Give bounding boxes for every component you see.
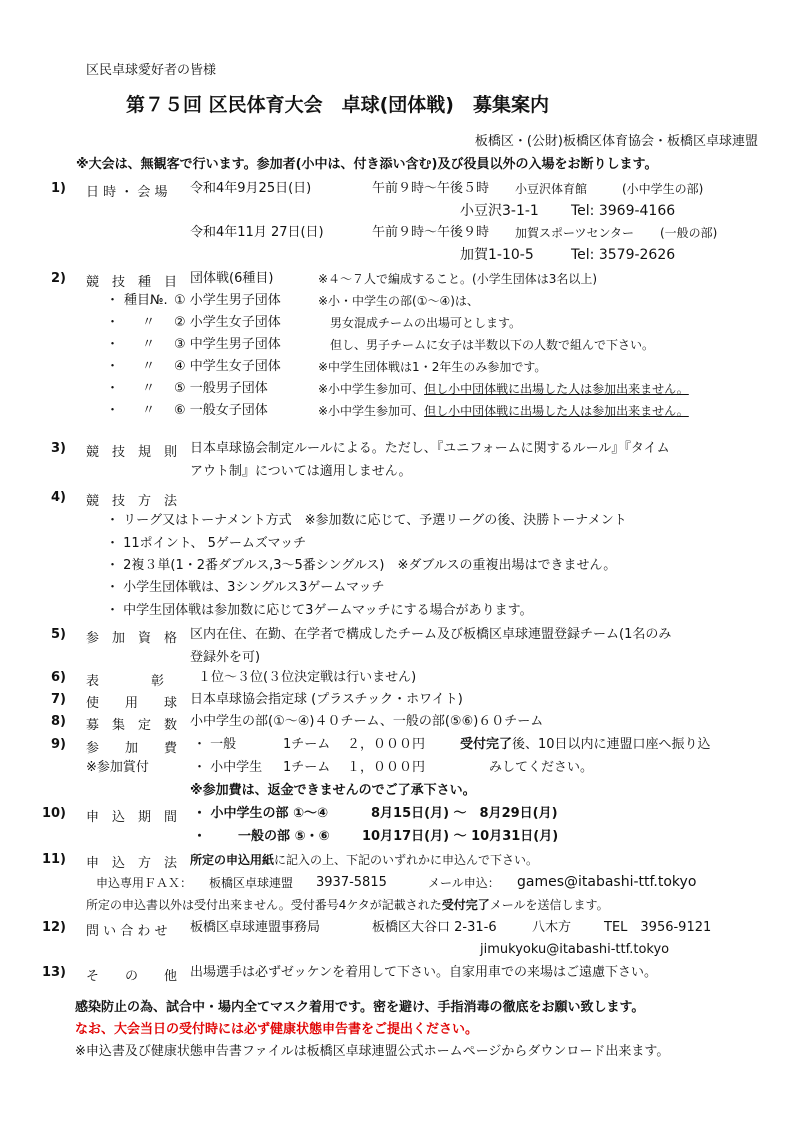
section-8-label: 募 集 定 数 — [86, 718, 178, 733]
address-1: 小豆沢3-1-1 — [460, 203, 539, 219]
contact-email[interactable]: jimukyoku@itabashi-ttf.tokyo — [480, 942, 670, 957]
apply-email[interactable]: games@itabashi-ttf.tokyo — [517, 874, 697, 890]
organizer: 板橋区・(公財)板橋区体育協会・板橋区卓球連盟 — [474, 134, 758, 149]
list-item — [0, 381, 794, 403]
event-name: ⑥ 一般女子団体 — [174, 403, 268, 418]
method-item: ・ 小学生団体戦は、3シングルス3ゲームマッチ — [106, 580, 385, 595]
section-13-number: 13) — [41, 965, 66, 980]
section-11-label: 申 込 方 法 — [86, 856, 178, 871]
apply-note: 所定の申込書以外は受付出来ません。受付番号4ケタが記載された受付完了メールを送信します。 — [86, 898, 609, 912]
event-mark: 〃 — [142, 381, 156, 396]
section-7-label: 使 用 球 — [86, 696, 178, 711]
section-7-number: 7) — [51, 692, 66, 707]
eligibility-line-1: 区内在住、在勤、在学者で構成したチーム及び板橋区卓球連盟登録チーム(1名のみ — [190, 627, 672, 642]
period-general-bullet: ・ — [193, 829, 207, 844]
footer-download-notice: ※申込書及び健康状態申告書ファイルは板橋区卓球連盟公式ホームページからダウンロード出来ます。 — [75, 1044, 670, 1059]
section-6-label: 表 彰 — [86, 674, 165, 689]
section-8-number: 8) — [51, 714, 66, 729]
section-2-number: 2) — [51, 271, 66, 286]
period-junior-dates: 8月15日(月) ～ 8月29日(月) — [371, 806, 558, 821]
section-1-label: 日 時 ・ 会 場 — [86, 185, 168, 200]
section-12-label: 問 い 合 わ せ — [86, 924, 168, 939]
fee-general-unit: 1チーム — [283, 737, 331, 752]
venue-1-note: (小中学生の部) — [622, 182, 704, 196]
method-item: ・ 2複３単(1・2番ダブルス,3～5番シングルス) ※ダブルスの重複出場はできません。 — [106, 558, 617, 573]
event-type: 団体戦(6種目) — [190, 271, 274, 286]
event-note: ※小・中学生の部(①～④)は、 — [318, 294, 479, 308]
event-name: ① 小学生男子団体 — [174, 293, 281, 308]
fee-junior-unit: 1チーム — [283, 760, 331, 775]
bullet: ・ — [106, 337, 120, 352]
footer-infection-notice: 感染防止の為、試合中・場内全てマスク着用です。密を避け、手指消毒の徹底をお願い致します。 — [75, 1000, 645, 1015]
contact-person: 八木方 — [532, 920, 572, 935]
section-13-label: そ の 他 — [86, 969, 178, 984]
event-name: ③ 中学生男子団体 — [174, 337, 281, 352]
section-6-number: 6) — [51, 670, 66, 685]
other-text: 出場選手は必ずゼッケンを着用して下さい。自家用車での来場はご遠慮下さい。 — [190, 965, 657, 980]
section-3-label: 競 技 規 則 — [86, 445, 178, 460]
method-item: ・ 11ポイント、 5ゲームズマッチ — [106, 536, 307, 551]
date-2: 令和4年11月 27日(日) — [190, 225, 324, 240]
fee-junior-amount: １，０００円 — [347, 760, 426, 775]
time-2: 午前９時～午後９時 — [372, 225, 490, 240]
apply-method: 所定の申込用紙に記入の上、下記のいずれかに申込んで下さい。 — [190, 853, 539, 867]
method-item: ・ リーグ又はトーナメント方式 ※参加数に応じて、予選リーグの後、決勝トーナメント — [106, 513, 627, 528]
event-note: ※小中学生参加可、但し小中団体戦に出場した人は参加出来ません。 — [318, 382, 689, 396]
venue-1: 小豆沢体育館 — [515, 182, 588, 196]
ball-text: 日本卓球協会指定球 (プラスチック・ホワイト) — [190, 692, 463, 707]
section-4-number: 4) — [51, 490, 66, 505]
eligibility-line-2: 登録外を可) — [190, 650, 261, 665]
event-note: ※小中学生参加可、但し小中団体戦に出場した人は参加出来ません。 — [318, 404, 689, 418]
period-general-dates: 10月17日(月) ～ 10月31日(月) — [362, 829, 559, 844]
event-name: ④ 中学生女子団体 — [174, 359, 281, 374]
notice: ※大会は、無観客で行います。参加者(小中は、付き添い含む)及び役員以外の入場をお断りします。 — [76, 157, 658, 172]
section-10-label: 申 込 期 間 — [86, 810, 178, 825]
bullet: ・ — [106, 403, 120, 418]
fax-label: 申込専用ＦＡＸ： — [96, 876, 193, 890]
list-item — [0, 403, 794, 425]
event-mark: 〃 — [142, 403, 156, 418]
page-title: 第７５回 区民体育大会 卓球(団体戦) 募集案内 — [126, 94, 549, 116]
bullet: ・ — [106, 359, 120, 374]
event-type-note: ※４～７人で編成すること。(小学生団体は3名以上) — [318, 272, 598, 286]
capacity-text: 小中学生の部(①～④)４０チーム、一般の部(⑤⑥)６０チーム — [190, 714, 544, 729]
fax-number: 3937-5815 — [316, 875, 387, 890]
fee-warning: ※参加費は、返金できませんのでご了承下さい。 — [190, 783, 476, 798]
date-1: 令和4年9月25日(日) — [190, 181, 312, 196]
list-item — [0, 315, 794, 337]
section-5-label: 参 加 資 格 — [86, 631, 178, 646]
address-2: 加賀1-10-5 — [460, 247, 534, 263]
section-1-number: 1) — [51, 181, 66, 196]
venue-2-note: (一般の部) — [660, 226, 718, 240]
event-name: ② 小学生女子団体 — [174, 315, 281, 330]
rules-line-2: アウト制』については適用しません。 — [190, 464, 412, 479]
section-12-number: 12) — [41, 920, 66, 935]
fee-payment-note: 受付完了後、10日以内に連盟口座へ振り込 — [460, 737, 711, 752]
section-9-label: 参 加 費 — [86, 741, 178, 756]
section-9-number: 9) — [51, 737, 66, 752]
period-general: 一般の部 ⑤・⑥ — [238, 829, 330, 844]
fee-payment-note-2: みしてください。 — [489, 760, 594, 775]
event-note: 但し、男子チームに女子は半数以下の人数で組んで下さい。 — [330, 338, 655, 352]
fee-general: ・ 一般 — [193, 737, 237, 752]
period-junior: ・ 小中学生の部 ①～④ — [193, 806, 329, 821]
tel-2: Tel: 3579-2626 — [571, 247, 676, 263]
greeting: 区民卓球愛好者の皆様 — [86, 63, 217, 78]
footer-health-notice: なお、大会当日の受付時には必ず健康状態申告書をご提出ください。 — [75, 1022, 479, 1037]
contact-tel: TEL 3956-9121 — [604, 920, 712, 935]
bullet: ・ — [106, 315, 120, 330]
event-note: ※中学生団体戦は1・2年生のみ参加です。 — [318, 360, 547, 374]
fee-general-amount: ２，０００円 — [347, 737, 426, 752]
bullet: ・ — [106, 293, 120, 308]
section-4-label: 競 技 方 法 — [86, 494, 178, 509]
awards-text: １位～３位(３位決定戦は行いません) — [198, 670, 417, 685]
list-item — [0, 293, 794, 315]
section-5-number: 5) — [51, 627, 66, 642]
mail-label: メール申込： — [428, 876, 500, 890]
list-item — [0, 337, 794, 359]
section-2-label: 競 技 種 目 — [86, 275, 178, 290]
section-3-number: 3) — [51, 441, 66, 456]
contact-address: 板橋区大谷口 2-31-6 — [372, 920, 497, 935]
fax-org: 板橋区卓球連盟 — [209, 876, 294, 890]
tel-1: Tel: 3969-4166 — [571, 203, 676, 219]
list-item — [0, 359, 794, 381]
fee-junior: ・ 小中学生 — [193, 760, 263, 775]
method-item: ・ 中学生団体戦は参加数に応じて3ゲームマッチにする場合があります。 — [106, 603, 533, 618]
event-list — [0, 293, 794, 425]
event-mark: 種目№. — [124, 293, 168, 308]
rules-line-1: 日本卓球協会制定ルールによる。ただし、『ユニフォームに関するルール』『タイム — [190, 441, 670, 456]
contact-org: 板橋区卓球連盟事務局 — [190, 920, 321, 935]
section-10-number: 10) — [41, 806, 66, 821]
event-mark: 〃 — [142, 359, 156, 374]
event-note: 男女混成チームの出場可とします。 — [330, 316, 522, 330]
venue-2: 加賀スポーツセンター — [515, 226, 635, 240]
event-mark: 〃 — [142, 315, 156, 330]
time-1: 午前９時～午後５時 — [372, 181, 490, 196]
fee-sub-label: ※参加賞付 — [86, 760, 149, 775]
event-name: ⑤ 一般男子団体 — [174, 381, 268, 396]
bullet: ・ — [106, 381, 120, 396]
event-mark: 〃 — [142, 337, 156, 352]
section-11-number: 11) — [41, 852, 66, 867]
